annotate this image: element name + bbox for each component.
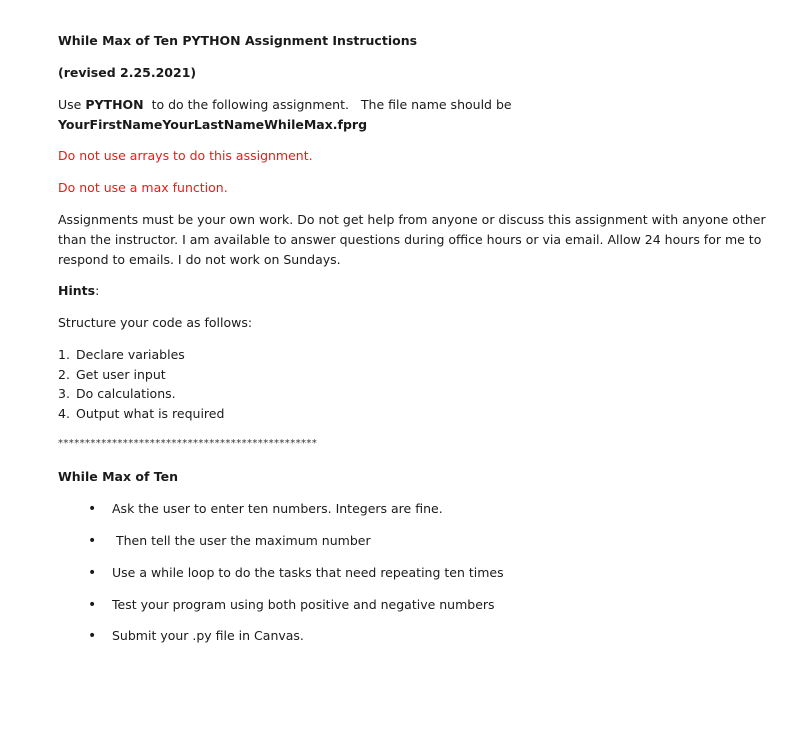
bullet-text: Ask the user to enter ten numbers. Integers are fine. bbox=[112, 501, 443, 516]
document-title: While Max of Ten PYTHON Assignment Instructions bbox=[58, 33, 418, 48]
bullet-icon: • bbox=[88, 533, 97, 549]
step-text: Declare variables bbox=[76, 347, 185, 362]
section-title: While Max of Ten bbox=[58, 469, 178, 484]
policy-line-2: than the instructor. I am available to answer questions during office hours or via email. Allow 24 hours for me to bbox=[58, 232, 762, 247]
intro-use: Use bbox=[58, 97, 86, 112]
bullet-text: Submit your .py file in Canvas. bbox=[112, 628, 304, 643]
hints-heading bbox=[58, 281, 99, 301]
bullet-item bbox=[88, 595, 495, 615]
step-item bbox=[58, 365, 166, 385]
bullet-text: Then tell the user the maximum number bbox=[112, 533, 371, 548]
step-number: 3. bbox=[58, 386, 70, 401]
bullet-text: Use a while loop to do the tasks that need repeating ten times bbox=[112, 565, 504, 580]
bullet-icon: • bbox=[88, 565, 97, 581]
bullet-icon: • bbox=[88, 628, 97, 644]
structure-intro: Structure your code as follows: bbox=[58, 315, 253, 330]
step-item bbox=[58, 384, 176, 404]
step-text: Do calculations. bbox=[76, 386, 176, 401]
step-number: 2. bbox=[58, 367, 70, 382]
separator-line: ************************************************ bbox=[58, 438, 318, 449]
policy-line-3: respond to emails. I do not work on Sundays. bbox=[58, 252, 341, 267]
step-item bbox=[58, 404, 224, 424]
step-number: 1. bbox=[58, 347, 70, 362]
step-text: Get user input bbox=[76, 367, 166, 382]
hints-label: Hints bbox=[58, 283, 96, 298]
bullet-item bbox=[88, 499, 443, 519]
warning-no-arrays: Do not use arrays to do this assignment. bbox=[58, 148, 313, 163]
bullet-item bbox=[88, 531, 371, 551]
revision-note: (revised 2.25.2021) bbox=[58, 65, 197, 80]
policy-line-1: Assignments must be your own work. Do not get help from anyone or discuss this assignment with anyone other bbox=[58, 212, 766, 227]
file-name: YourFirstNameYourLastNameWhileMax.fprg bbox=[58, 117, 368, 132]
step-item bbox=[58, 345, 185, 365]
intro-line bbox=[58, 95, 512, 115]
intro-rest: to do the following assignment. The file name should be bbox=[143, 97, 512, 112]
intro-python: PYTHON bbox=[85, 97, 144, 112]
bullet-icon: • bbox=[88, 597, 97, 613]
bullet-icon: • bbox=[88, 501, 97, 517]
bullet-item bbox=[88, 626, 304, 646]
bullet-item bbox=[88, 563, 504, 583]
bullet-text: Test your program using both positive and negative numbers bbox=[112, 597, 495, 612]
warning-no-max: Do not use a max function. bbox=[58, 180, 228, 195]
step-text: Output what is required bbox=[76, 406, 225, 421]
step-number: 4. bbox=[58, 406, 70, 421]
hints-colon: : bbox=[95, 283, 100, 298]
